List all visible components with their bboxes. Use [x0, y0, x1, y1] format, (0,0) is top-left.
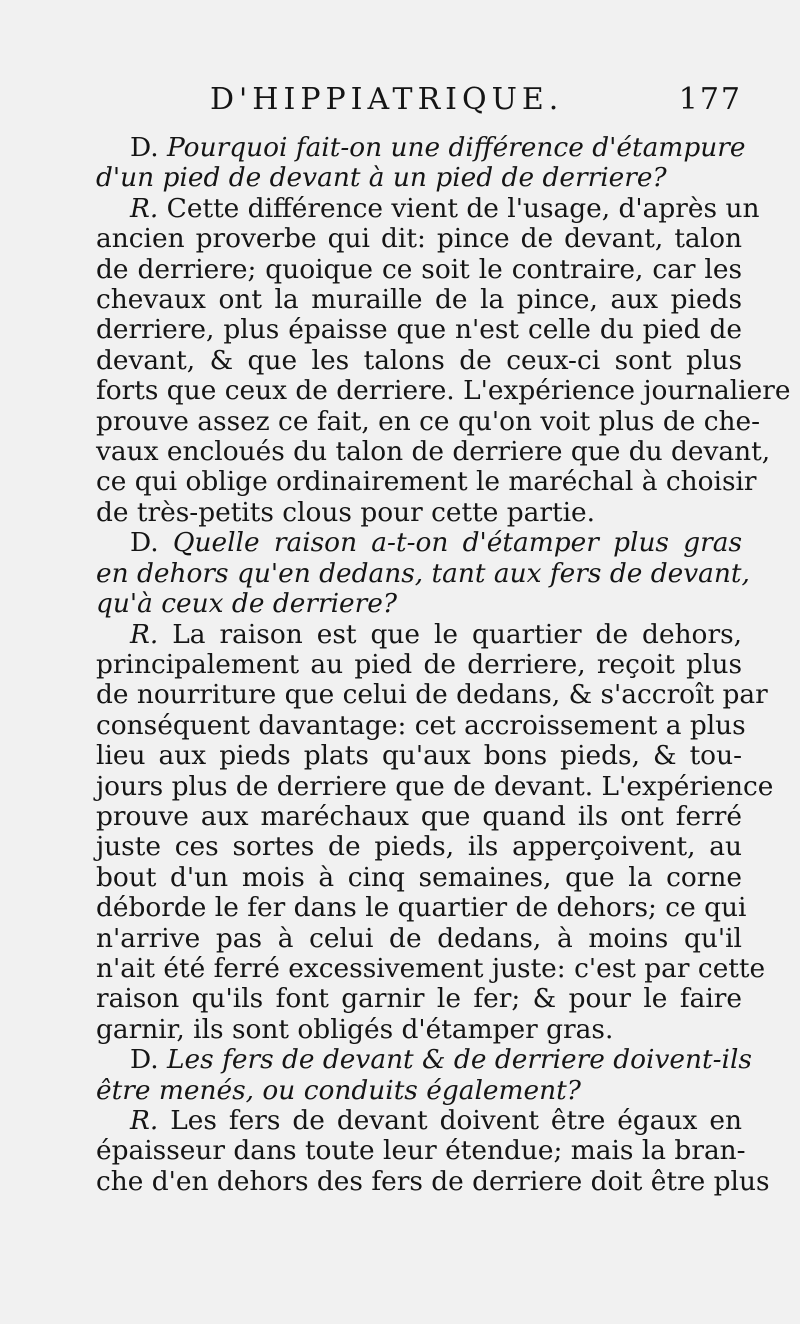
- line-text: derriere, plus épaisse que n'est celle du pied de: [96, 314, 742, 346]
- body-text: [96, 132, 791, 1197]
- line-text: Les fers de devant & de derriere doivent-ils: [167, 1044, 752, 1076]
- text-line: [96, 770, 774, 802]
- line-text: ce qui oblige ordinairement le maréchal à choisir: [96, 466, 757, 498]
- line-text: chevaux ont la muraille de la pince, aux pieds: [96, 284, 742, 316]
- text-line: [96, 741, 742, 771]
- text-line: [96, 679, 768, 711]
- text-line: [96, 589, 742, 619]
- line-text: La raison est que le quartier de dehors,: [172, 618, 742, 650]
- answer-label: R.: [130, 1105, 159, 1136]
- line-text: n'ait été ferré excessivement juste: c'est par cette: [96, 952, 766, 984]
- text-line: [96, 1135, 746, 1167]
- text-line: [96, 405, 761, 437]
- text-line: [96, 255, 742, 285]
- text-line: [96, 984, 742, 1014]
- line-text: conséquent davantage: cet accroissement a plus: [96, 709, 746, 741]
- line-text: che d'en dehors des fers de derriere doit être plus: [96, 1165, 770, 1197]
- running-title: D'HIPPIATRIQUE.: [210, 82, 564, 117]
- text-line: [96, 346, 742, 376]
- line-text: garnir, ils sont obligés d'étamper gras.: [96, 1013, 614, 1045]
- line-text: déborde le fer dans le quartier de dehors; ce qui: [96, 892, 747, 924]
- line-text: prouve assez ce fait, en ce qu'on voit plus de che-: [96, 405, 761, 437]
- line-text: de nourriture que celui de dedans, & s'accroît par: [96, 679, 768, 711]
- line-text: être menés, ou conduits également?: [96, 1074, 581, 1106]
- line-text: forts que ceux de derriere. L'expérience journaliere: [96, 375, 791, 407]
- line-text: d'un pied de devant à un pied de derriere?: [96, 162, 667, 194]
- text-line: [96, 1076, 742, 1106]
- question-label: D.: [130, 527, 159, 559]
- line-text: ancien proverbe qui dit: pince de devant, talon: [96, 223, 742, 255]
- text-line: [96, 285, 742, 315]
- text-line: [96, 498, 742, 528]
- text-line: [96, 802, 742, 832]
- page-header: [210, 82, 760, 130]
- text-line: [96, 315, 742, 345]
- line-text: devant, & que les talons de ceux-ci sont plus: [96, 344, 742, 376]
- text-line: [96, 1106, 742, 1136]
- answer-label: R.: [130, 618, 159, 650]
- line-text: en dehors qu'en dedans, tant aux fers de devant,: [96, 557, 750, 589]
- text-line: [96, 192, 760, 224]
- text-line: [96, 557, 750, 589]
- line-text: Les fers de devant doivent être égaux en: [170, 1105, 742, 1136]
- line-text: lieu aux pieds plats qu'aux bons pieds, & tou-: [96, 740, 742, 772]
- line-text: Pourquoi fait-on une différence d'étampure: [167, 132, 746, 163]
- page-number: 177: [678, 82, 742, 117]
- answer-label: R.: [130, 192, 159, 224]
- question-label: D.: [130, 1044, 159, 1076]
- line-text: raison qu'ils font garnir le fer; & pour le faire: [96, 983, 742, 1015]
- line-text: qu'à ceux de derriere?: [96, 588, 398, 620]
- line-text: vaux encloués du talon de derriere que du devant,: [96, 436, 771, 468]
- text-line: [96, 620, 742, 650]
- line-text: juste ces sortes de pieds, ils apperçoivent, au: [96, 831, 742, 863]
- line-text: jours plus de derriere que de devant. L'expérience: [96, 770, 774, 802]
- line-text: épaisseur dans toute leur étendue; mais la bran-: [96, 1135, 746, 1167]
- text-line: [96, 650, 742, 680]
- text-line: [96, 163, 742, 193]
- line-text: Quelle raison a-t-on d'étamper plus gras: [172, 527, 743, 559]
- text-line: [96, 528, 742, 558]
- line-text: de très-petits clous pour cette partie.: [96, 496, 596, 528]
- text-line: [96, 832, 742, 862]
- text-line: [96, 892, 747, 924]
- text-line: [96, 1015, 742, 1045]
- text-line: [96, 863, 742, 893]
- line-text: de derriere; quoique ce soit le contraire, car les: [96, 253, 742, 285]
- question-label: D.: [130, 132, 159, 163]
- line-text: prouve aux maréchaux que quand ils ont ferré: [96, 800, 742, 832]
- text-line: [96, 132, 746, 163]
- text-line: [96, 224, 742, 254]
- line-text: principalement au pied de derriere, reçoit plus: [96, 648, 742, 680]
- text-line: [96, 1165, 770, 1197]
- text-line: [96, 1044, 752, 1076]
- text-line: [96, 952, 766, 984]
- line-text: Cette différence vient de l'usage, d'après un: [166, 192, 760, 224]
- text-line: [96, 466, 757, 498]
- text-line: [96, 375, 791, 407]
- text-line: [96, 436, 771, 468]
- text-line: [96, 924, 742, 954]
- line-text: bout d'un mois à cinq semaines, que la corne: [96, 861, 742, 893]
- text-line: [96, 709, 746, 741]
- line-text: n'arrive pas à celui de dedans, à moins qu'il: [96, 922, 742, 954]
